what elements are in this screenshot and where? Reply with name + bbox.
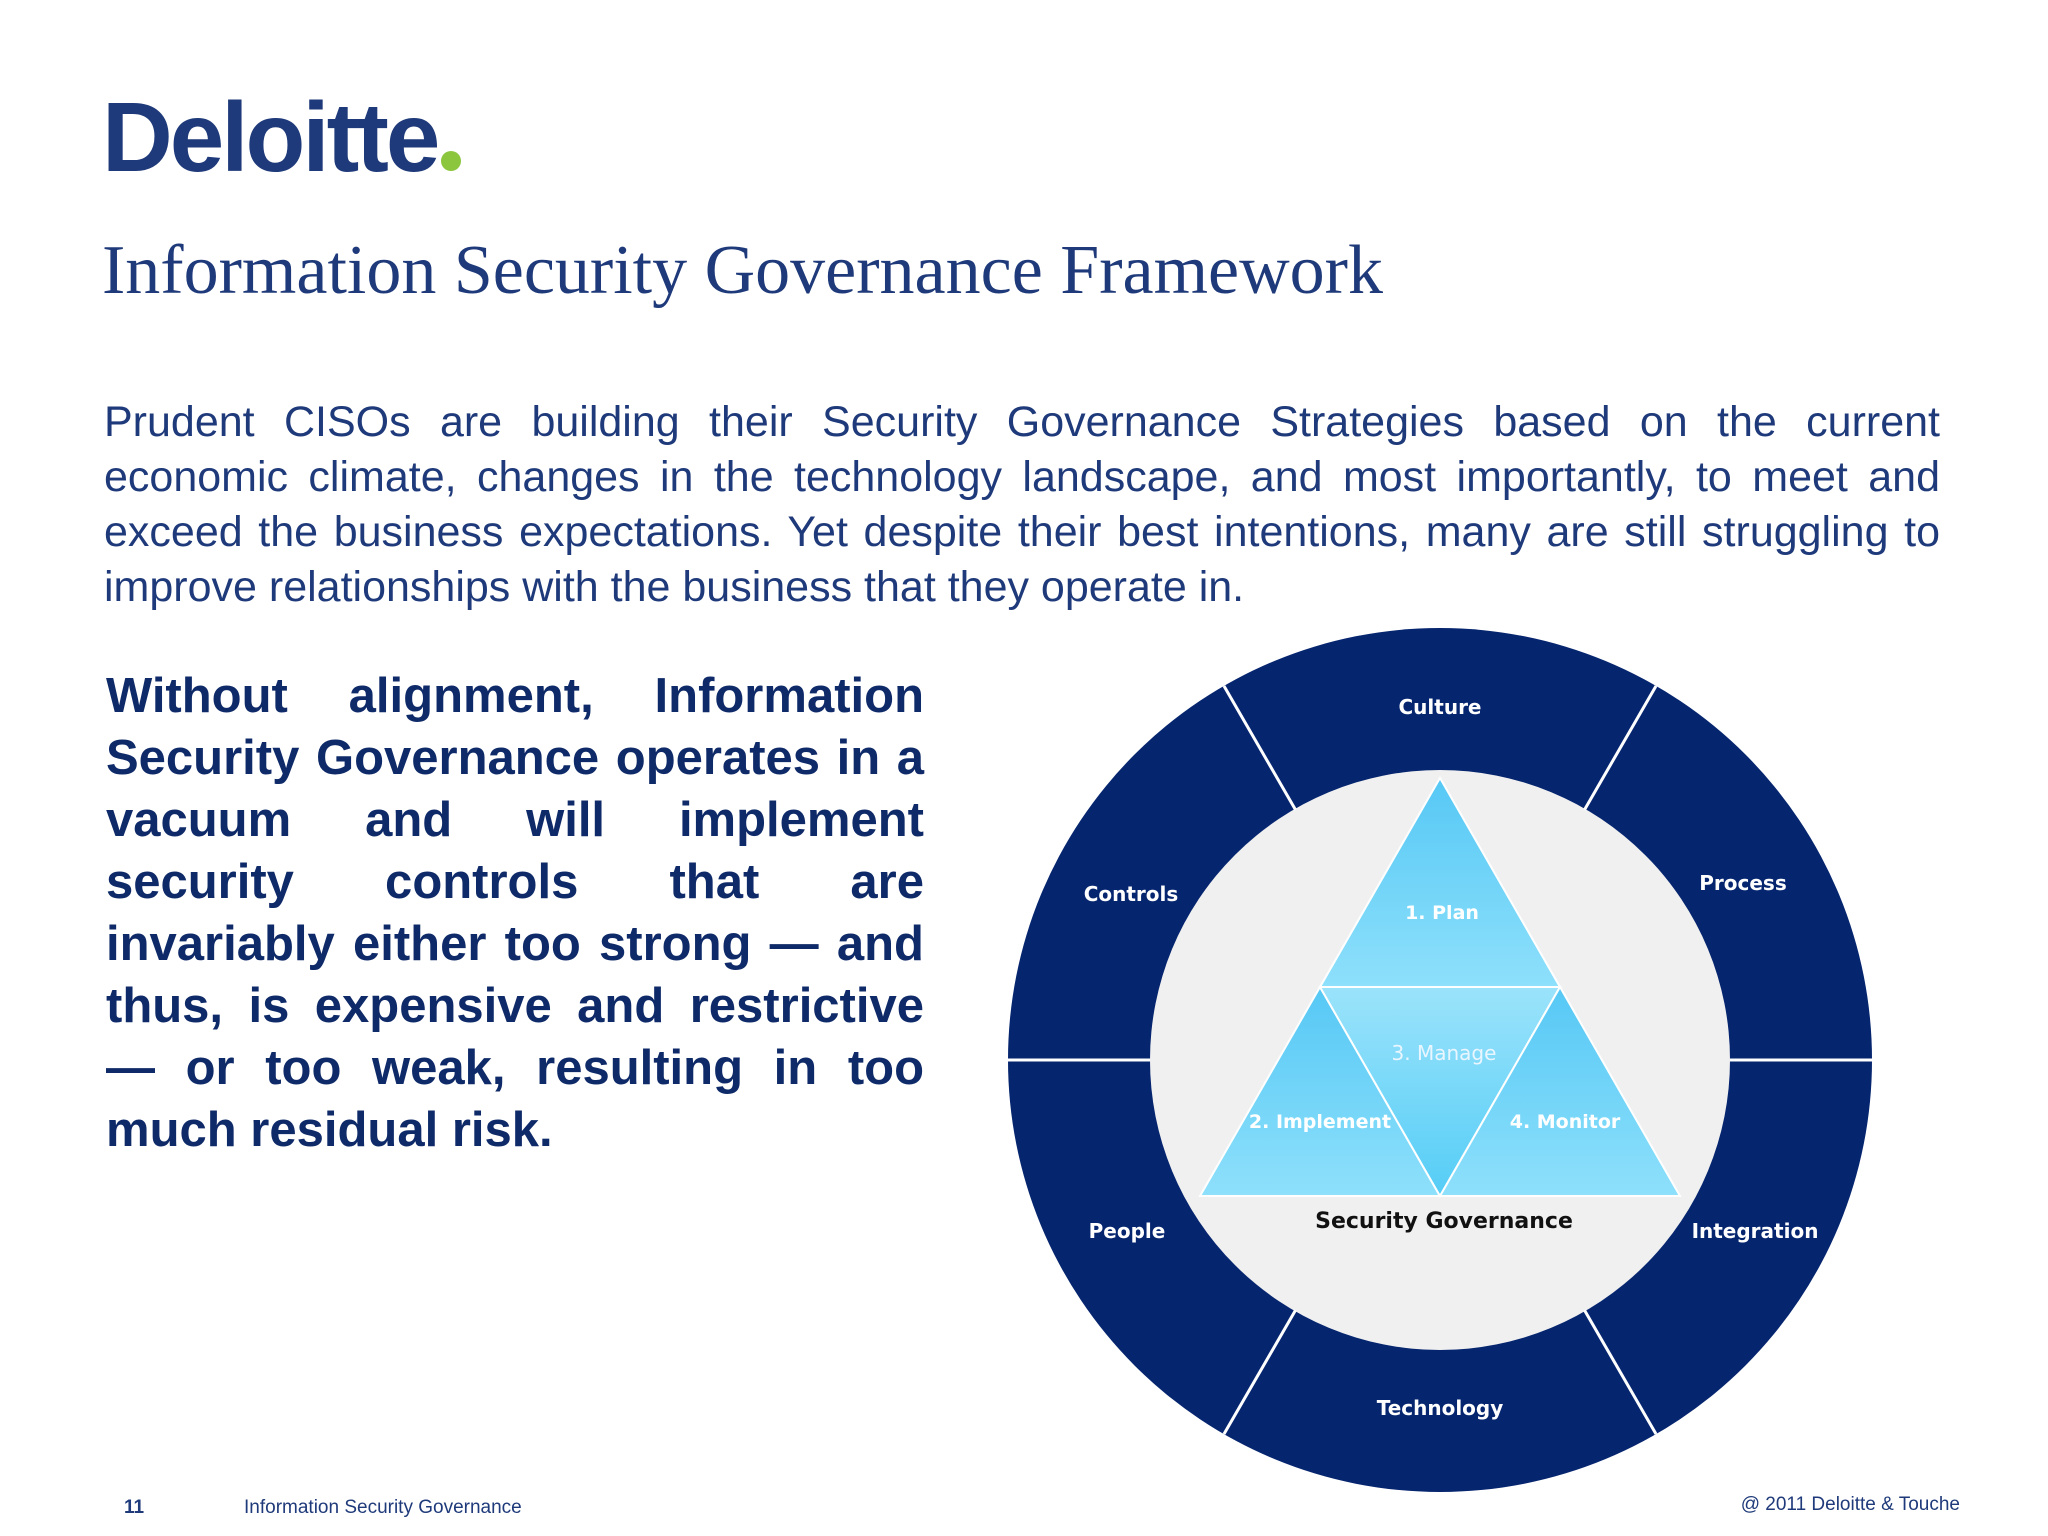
- footer-label: Information Security Governance: [244, 1497, 522, 1518]
- page-number: 11: [124, 1497, 145, 1518]
- emphasis-paragraph: Without alignment, Information Security Governance operates in a vacuum and will implement security controls that are invariably either too strong — and thus, is expensive and restrictive — or too weak, resulting in too much residual risk.: [106, 669, 924, 1157]
- triangle-label-monitor: 4. Monitor: [1509, 1111, 1621, 1133]
- segment-label-people: People: [1088, 1219, 1166, 1243]
- intro-paragraph: Prudent CISOs are building their Security Governance Strategies based on the current economic climate, changes in the technology landscape, and most importantly, to meet and exceed the business expectations. Yet despite their best intentions, many are still struggling to improve relationships with the business that they operate in.: [104, 398, 1940, 611]
- triangle-label-plan: 1. Plan: [1405, 902, 1479, 924]
- footer-copyright: @ 2011 Deloitte & Touche: [1740, 1494, 1960, 1515]
- governance-wheel-diagram: [1000, 620, 1880, 1500]
- triangle-label-implement: 2. Implement: [1248, 1111, 1392, 1133]
- segment-label-integration: Integration: [1691, 1219, 1819, 1243]
- segment-label-process: Process: [1699, 871, 1787, 895]
- triangle-label-manage: 3. Manage: [1391, 1041, 1497, 1065]
- deloitte-logo: [102, 82, 461, 192]
- slide-title: Information Security Governance Framework: [102, 232, 1383, 309]
- segment-label-controls: Controls: [1083, 882, 1179, 906]
- segment-label-culture: Culture: [1398, 695, 1482, 719]
- logo-green-dot: [441, 151, 461, 171]
- segment-label-technology: Technology: [1376, 1396, 1504, 1420]
- logo-wordmark: Deloitte: [102, 82, 438, 192]
- center-label-security-governance: Security Governance: [1315, 1209, 1573, 1234]
